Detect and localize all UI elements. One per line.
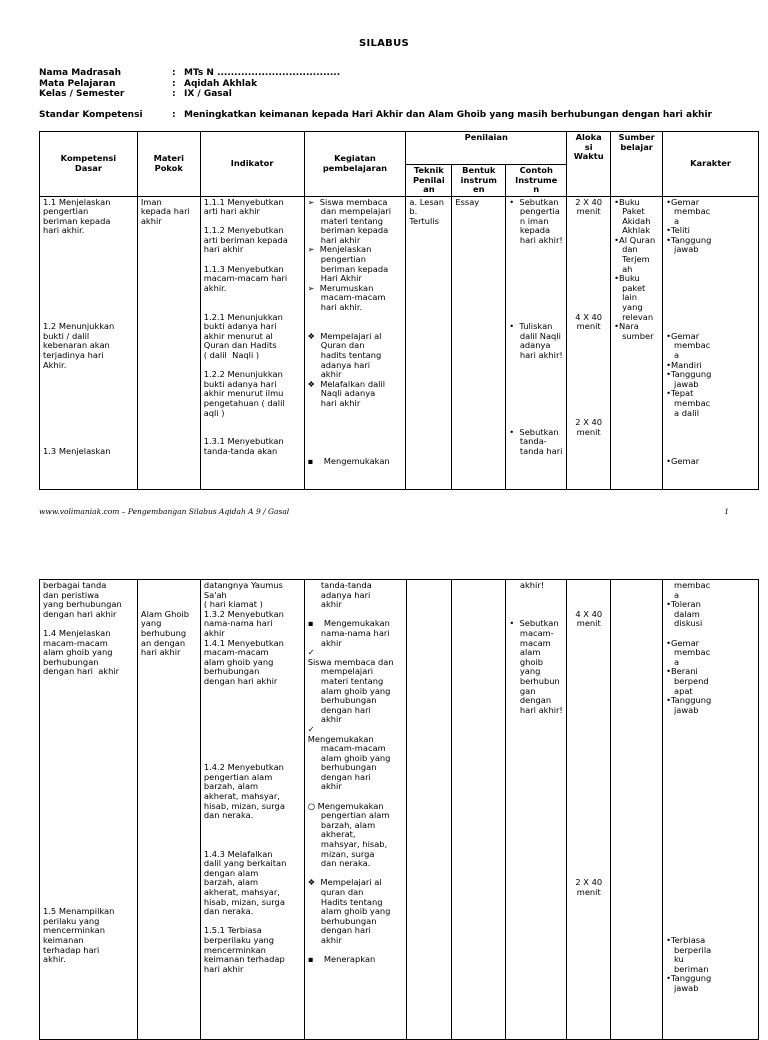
cell-teknik (406, 580, 452, 1040)
header-karakter: Karakter (663, 132, 759, 197)
cell-contoh: • Sebutkan pengertia n iman kepada hari akhir! • Tuliskan dalil Naqli adanya hari akhir! • Sebutkan tanda- tanda hari (506, 196, 567, 489)
meta-row: Kelas / Semester : IX / Gasal (39, 89, 232, 99)
cell-karakter: membac a •Toleran dalam diskusi •Gemar membac a •Berani berpend apat •Tanggung jawab •Terbiasa berperila ku beriman •Tanggung jawab (663, 580, 759, 1040)
footer-page-number: 1 (724, 507, 729, 516)
syllabus-table-page-1 (39, 131, 759, 490)
cell-contoh: akhir! • Sebutkan macam- macam alam ghoib yang berhubun gan dengan hari akhir! (506, 580, 567, 1040)
cell-sumber: •Buku Paket Akidah Akhlak •Al Quran dan Terjem ah •Buku paket lain yang relevan •Nara sumber (611, 196, 663, 489)
cell-alokasi: 2 X 40 menit 4 X 40 menit 2 X 40 menit (567, 196, 611, 489)
meta-block (39, 68, 340, 100)
cell-materi-pokok: Iman kepada hari akhir (137, 196, 200, 489)
meta-value: MTs N .................................... (184, 68, 341, 78)
header-alokasi-waktu: Aloka si Waktu (567, 132, 611, 197)
meta-row: Nama Madrasah : MTs N .................................... (39, 68, 341, 78)
header-kompetensi-dasar: Kompetensi Dasar (40, 132, 138, 197)
standar-value: Meningkatkan keimanan kepada Hari Akhir dan Alam Ghoib yang masih berhubungan dengan hari akhir (184, 110, 712, 120)
cell-materi-pokok: Alam Ghoib yang berhubung an dengan hari akhir (137, 580, 200, 1040)
page-footer (39, 507, 729, 516)
header-bentuk-instrumen: Bentuk instrum en (452, 165, 506, 197)
meta-value: IX / Gasal (184, 89, 232, 99)
header-kegiatan: Kegiatan pembelajaran (304, 132, 406, 197)
standar-kompetensi: Standar Kompetensi : Meningkatkan keimanan kepada Hari Akhir dan Alam Ghoib yang masih berhubungan dengan hari akhir (39, 110, 712, 120)
cell-alokasi: 4 X 40 menit 2 X 40 menit (567, 580, 611, 1040)
meta-row: Mata Pelajaran : Aqidah Akhlak (39, 78, 258, 89)
cell-karakter: •Gemar membac a •Teliti •Tanggung jawab •Gemar membac a •Mandiri •Tanggung jawab •Tepat membac a dalil •Gemar (663, 196, 759, 489)
header-contoh-instrumen: Contoh Instrume n (506, 165, 567, 197)
header-teknik-penilaian: Teknik Penilai an (406, 165, 452, 197)
cell-kompetensi-dasar: 1.1 Menjelaskan pengertian beriman kepada hari akhir. 1.2 Menunjukkan bukti / dalil kebenaran akan terjadinya hari Akhir. 1.3 Menjelaskan (40, 196, 138, 489)
cell-kegiatan: ➢ Siswa membaca dan mempelajari materi tentang beriman kepada hari akhir ➢ Menjelaskan pengertian beriman kepada Hari Akhir ➢ Merumuskan macam-macam hari akhir. ❖ Mempelajari al Quran dan hadits tentang adanya hari akhir ❖ Melafalkan dalil Naqli adanya hari akhir ▪ Mengemukakan (304, 196, 406, 489)
footer-left: www.volimaniak.com – Pengembangan Silabus Aqidah A 9 / Gasal (39, 507, 290, 516)
standar-key: Standar Kompetensi (39, 110, 143, 120)
syllabus-table-page-2 (39, 579, 759, 1040)
cell-kegiatan: tanda-tanda adanya hari akhir ▪ Mengemukakan nama-nama hari akhir ✓ Siswa membaca dan mempelajari materi tentang alam ghoib yang berhubungan dengan hari akhir ✓ Mengemukakan macam-macam alam ghoib yang berhubungan dengan hari akhir ○ Mengemukakan pengertian alam barzah, alam akherat, mahsyar, hisab, mizan, surga dan neraka. ❖ Mempelajari al quran dan Hadits tentang alam ghoib yang berhubungan dengan hari akhir ▪ Menerapkan (304, 580, 406, 1040)
meta-value: Aqidah Akhlak (184, 78, 258, 89)
meta-key: Nama Madrasah (39, 68, 122, 78)
cell-indikator: datangnya Yaumus Sa'ah ( hari kiamat ) 1.3.2 Menyebutkan nama-nama hari akhir 1.4.1 Menyebutkan macam-macam alam ghoib yang berhubungan dengan hari akhir 1.4.2 Menyebutkan pengertian alam barzah, alam akherat, mahsyar, hisab, mizan, surga dan neraka. 1.4.3 Melafalkan dalil yang berkaitan dengan alam barzah, alam akherat, mahsyar, hisab, mizan, surga dan neraka. 1.5.1 Terbiasa berperilaku yang mencerminkan keimanan terhadap hari akhir (200, 580, 304, 1040)
meta-key: Mata Pelajaran (39, 78, 116, 89)
document-title: SILABUS (358, 38, 410, 49)
cell-kompetensi-dasar: berbagai tanda dan peristiwa yang berhubungan dengan hari akhir 1.4 Menjelaskan macam-macam alam ghoib yang berhubungan dengan hari akhir 1.5 Menampilkan perilaku yang mencerminkan keimanan terhadap hari akhir. (40, 580, 138, 1040)
cell-bentuk (452, 580, 506, 1040)
meta-key: Kelas / Semester (39, 89, 125, 99)
header-materi-pokok: Materi Pokok (137, 132, 200, 197)
cell-teknik: a. Lesan b. Tertulis (406, 196, 452, 489)
header-sumber-belajar: Sumber belajar (611, 132, 663, 197)
cell-indikator: 1.1.1 Menyebutkan arti hari akhir 1.1.2 Menyebutkan arti beriman kepada hari akhir 1.1.3 Menyebutkan macam-macam hari akhir. 1.2.1 Menunjukkan bukti adanya hari akhir menurut al Quran dan Hadits ( dalil Naqli ) 1.2.2 Menunjukkan bukti adanya hari akhir menurut ilmu pengetahuan ( dalil aqli ) 1.3.1 Menyebutkan tanda-tanda akan (200, 196, 304, 489)
header-penilaian: Penilaian (406, 132, 567, 165)
cell-bentuk: Essay (452, 196, 506, 489)
page-2 (0, 528, 768, 1024)
header-indikator: Indikator (200, 132, 304, 197)
cell-sumber (611, 580, 663, 1040)
